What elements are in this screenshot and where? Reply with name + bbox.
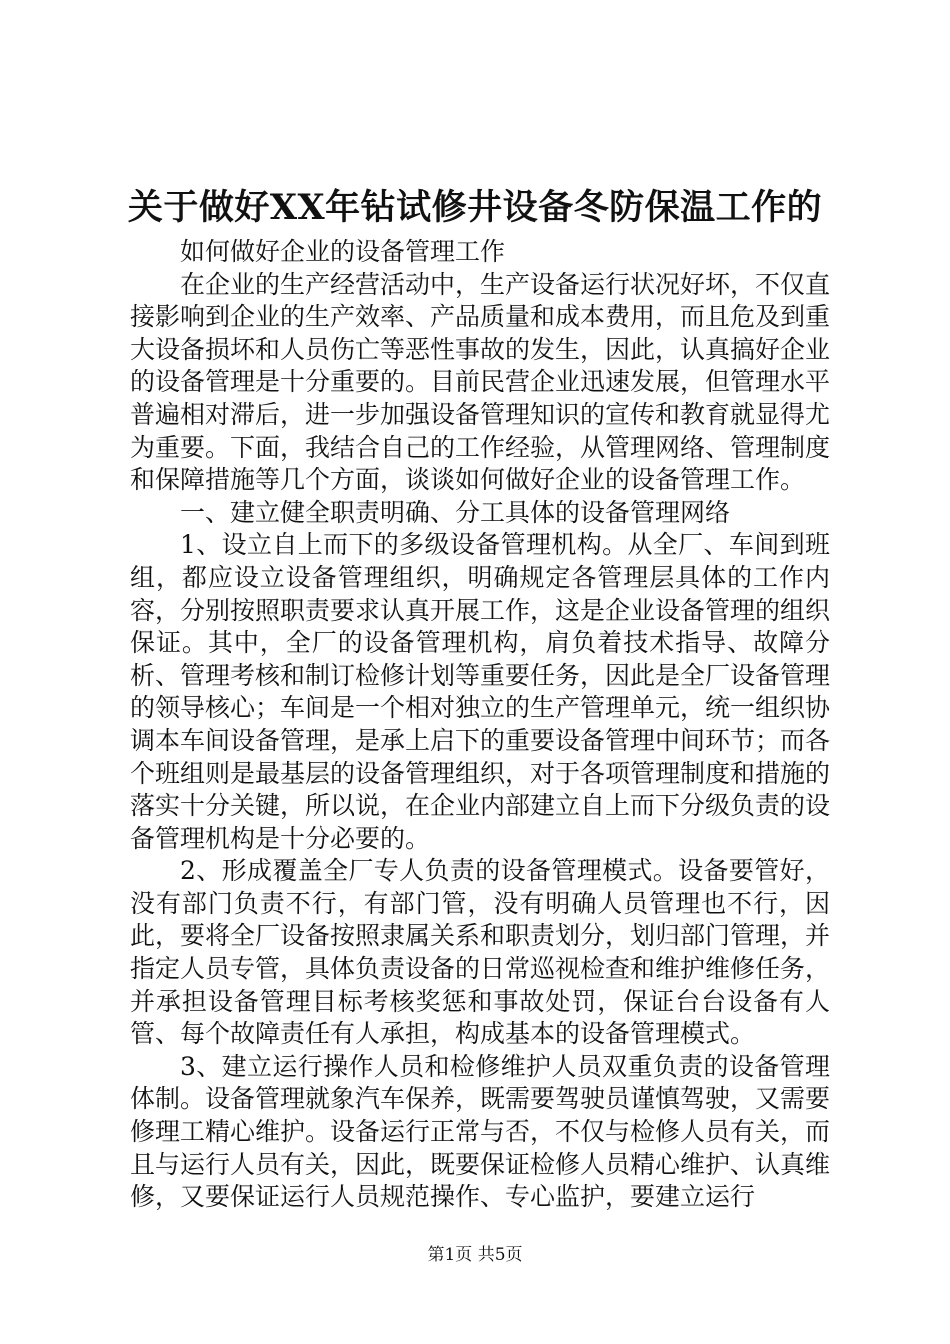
- paragraph-section-heading: 一、建立健全职责明确、分工具体的设备管理网络: [180, 497, 731, 527]
- document-body: [130, 236, 830, 1214]
- paragraph-item-3: 3、建立运行操作人员和检修维护人员双重负责的设备管理体制。设备管理就象汽车保养，既需要驾驶员谨慎驾驶，又需要修理工精心维护。设备运行正常与否，不仅与检修人员有关，而且与运行人员有关，因此，既要保证检修人员精心维护、认真维修，又要保证运行人员规范操作、专心监护，要建立运行: [130, 1051, 831, 1212]
- page-footer: 第1页 共5页: [427, 1245, 523, 1265]
- paragraph-subtitle: 如何做好企业的设备管理工作: [180, 237, 506, 266]
- paragraph-item-2: 2、形成覆盖全厂专人负责的设备管理模式。设备要管好，没有部门负责不行，有部门管，没有明确人员管理也不行，因此，要将全厂设备按照隶属关系和职责划分，划归部门管理，并指定人员专管，具体负责设备的日常巡视检查和维护维修任务，并承担设备管理目标考核奖惩和事故处罚，保证台台设备有人管、每个故障责任有人承担，构成基本的设备管理模式。: [130, 856, 831, 1049]
- paragraph-intro: 在企业的生产经营活动中，生产设备运行状况好坏，不仅直接影响到企业的生产效率、产品质量和成本费用，而且危及到重大设备损坏和人员伤亡等恶性事故的发生，因此，认真搞好企业的设备管理是十分重要的。目前民营企业迅速发展，但管理水平普遍相对滞后，进一步加强设备管理知识的宣传和教育就显得尤为重要。下面，我结合自己的工作经验，从管理网络、管理制度和保障措施等几个方面，谈谈如何做好企业的设备管理工作。: [130, 269, 831, 495]
- paragraph-item-1: 1、设立自上而下的多级设备管理机构。从全厂、车间到班组，都应设立设备管理组织，明确规定各管理层具体的工作内容，分别按照职责要求认真开展工作，这是企业设备管理的组织保证。其中，全厂的设备管理机构，肩负着技术指导、故障分析、管理考核和制订检修计划等重要任务，因此是全厂设备管理的领导核心；车间是一个相对独立的生产管理单元，统一组织协调本车间设备管理，是承上启下的重要设备管理中间环节；而各个班组则是最基层的设备管理组织，对于各项管理制度和措施的落实十分关键，所以说，在企业内部建立自上而下分级负责的设备管理机构是十分必要的。: [130, 530, 831, 853]
- document-title: 关于做好XX年钻试修井设备冬防保温工作的: [127, 187, 823, 228]
